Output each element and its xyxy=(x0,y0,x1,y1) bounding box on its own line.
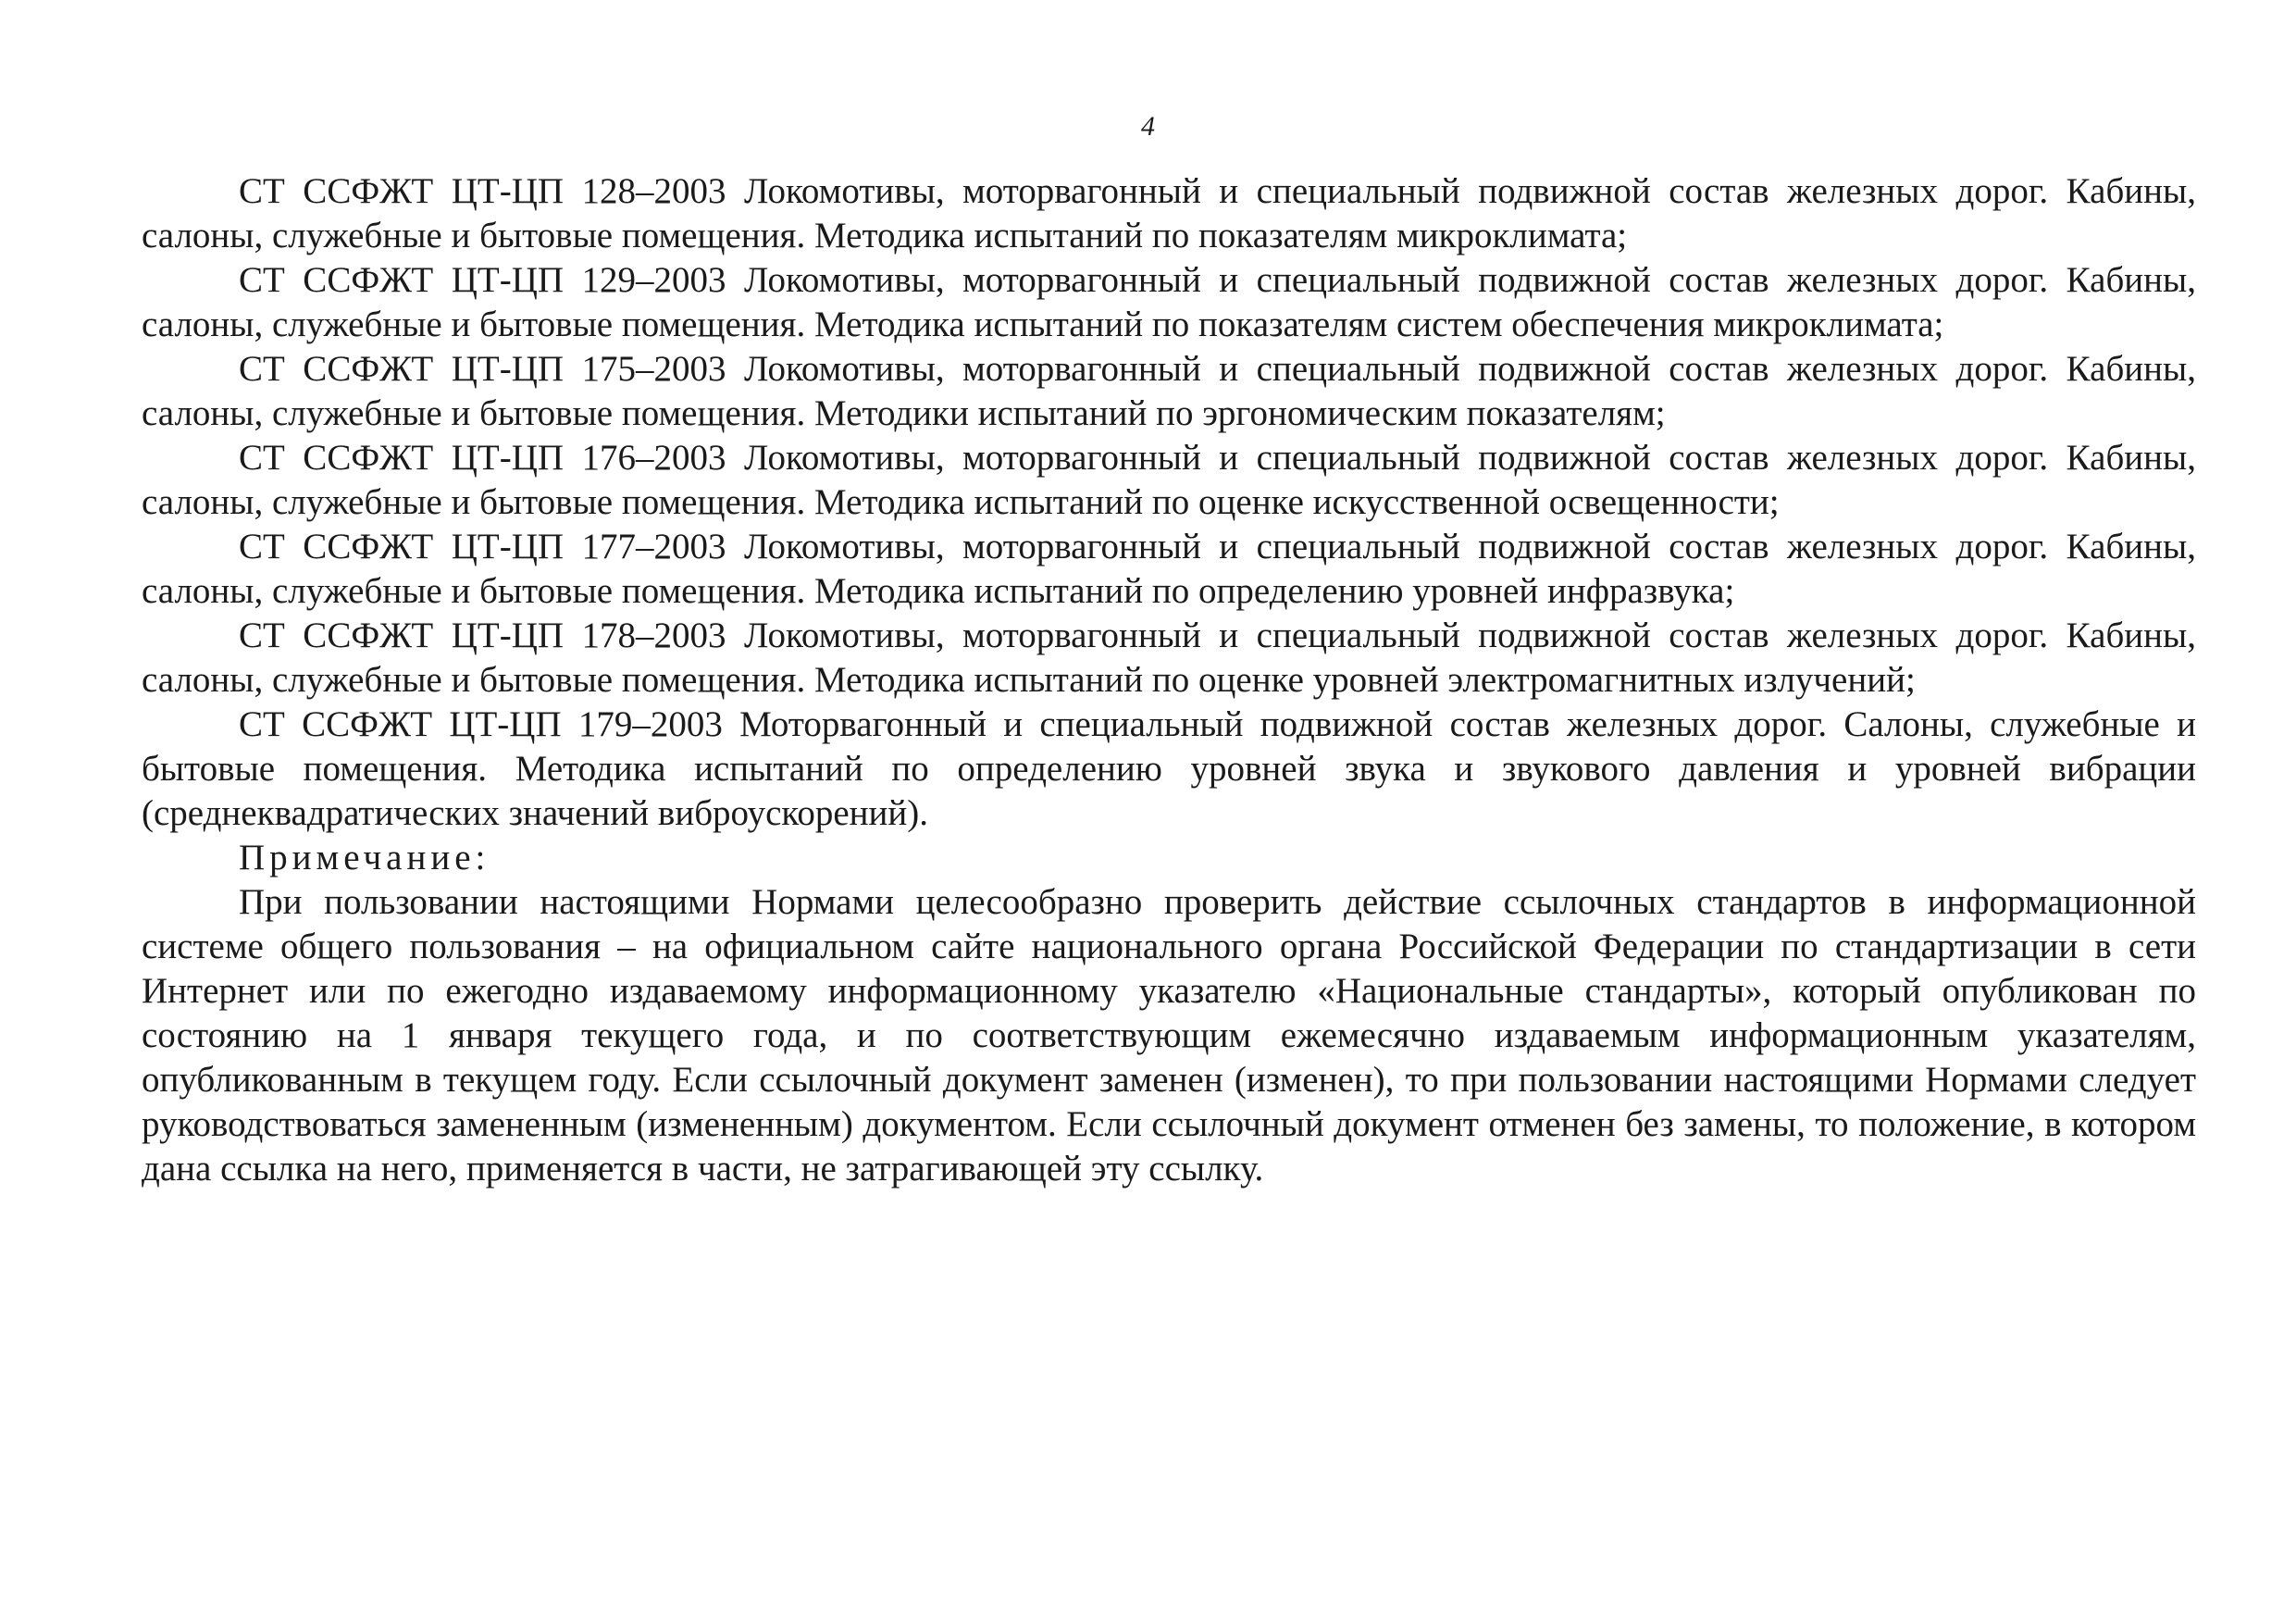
reference-item: СТ ССФЖТ ЦТ-ЦП 129–2003 Локомотивы, моторвагонный и специальный подвижной состав железных дорог. Кабины, салоны, служебные и бытовые помещения. Методика испытаний по показателям систем обеспечения микроклимата; xyxy=(142,260,2196,344)
reference-item: СТ ССФЖТ ЦТ-ЦП 176–2003 Локомотивы, моторвагонный и специальный подвижной состав железных дорог. Кабины, салоны, служебные и бытовые помещения. Методика испытаний по оценке искусственной освещенности; xyxy=(142,438,2196,522)
page-number: 4 xyxy=(1141,111,1155,142)
reference-item: СТ ССФЖТ ЦТ-ЦП 128–2003 Локомотивы, моторвагонный и специальный подвижной состав железных дорог. Кабины, салоны, служебные и бытовые помещения. Методика испытаний по показателям микроклимата; xyxy=(142,171,2196,255)
reference-item: СТ ССФЖТ ЦТ-ЦП 178–2003 Локомотивы, моторвагонный и специальный подвижной состав железных дорог. Кабины, салоны, служебные и бытовые помещения. Методика испытаний по оценке уровней электромагнитных излучений; xyxy=(142,616,2196,700)
note-text: При пользовании настоящими Нормами целесообразно проверить действие ссылочных стандартов в информационной системе общего пользования – на официальном сайте национального органа Российской Федерации по стандартизации в сети Интернет или по ежегодно издаваемому информационному указателю «Национальные стандарты», который опубликован по состоянию на 1 января текущего года, и по соответствующим ежемесячно издаваемым информационным указателям, опубликованным в текущем году. Если ссылочный документ заменен (изменен), то при пользовании настоящими Нормами следует руководствоваться замененным (измененным) документом. Если ссылочный документ отменен без замены, то положение, в котором дана ссылка на него, применяется в части, не затрагивающей эту ссылку. xyxy=(142,882,2196,1189)
reference-item: СТ ССФЖТ ЦТ-ЦП 177–2003 Локомотивы, моторвагонный и специальный подвижной состав железных дорог. Кабины, салоны, служебные и бытовые помещения. Методика испытаний по определению уровней инфразвука; xyxy=(142,527,2196,611)
document-body xyxy=(142,169,2196,1191)
reference-item: СТ ССФЖТ ЦТ-ЦП 179–2003 Моторвагонный и специальный подвижной состав железных дорог. Салоны, служебные и бытовые помещения. Методика испытаний по определению уровней звука и звукового давления и уровней вибрации (среднеквадратических значений виброускорений). xyxy=(142,704,2196,833)
note-label: Примечание: xyxy=(239,838,490,877)
reference-item: СТ ССФЖТ ЦТ-ЦП 175–2003 Локомотивы, моторвагонный и специальный подвижной состав железных дорог. Кабины, салоны, служебные и бытовые помещения. Методики испытаний по эргономическим показателям; xyxy=(142,349,2196,433)
